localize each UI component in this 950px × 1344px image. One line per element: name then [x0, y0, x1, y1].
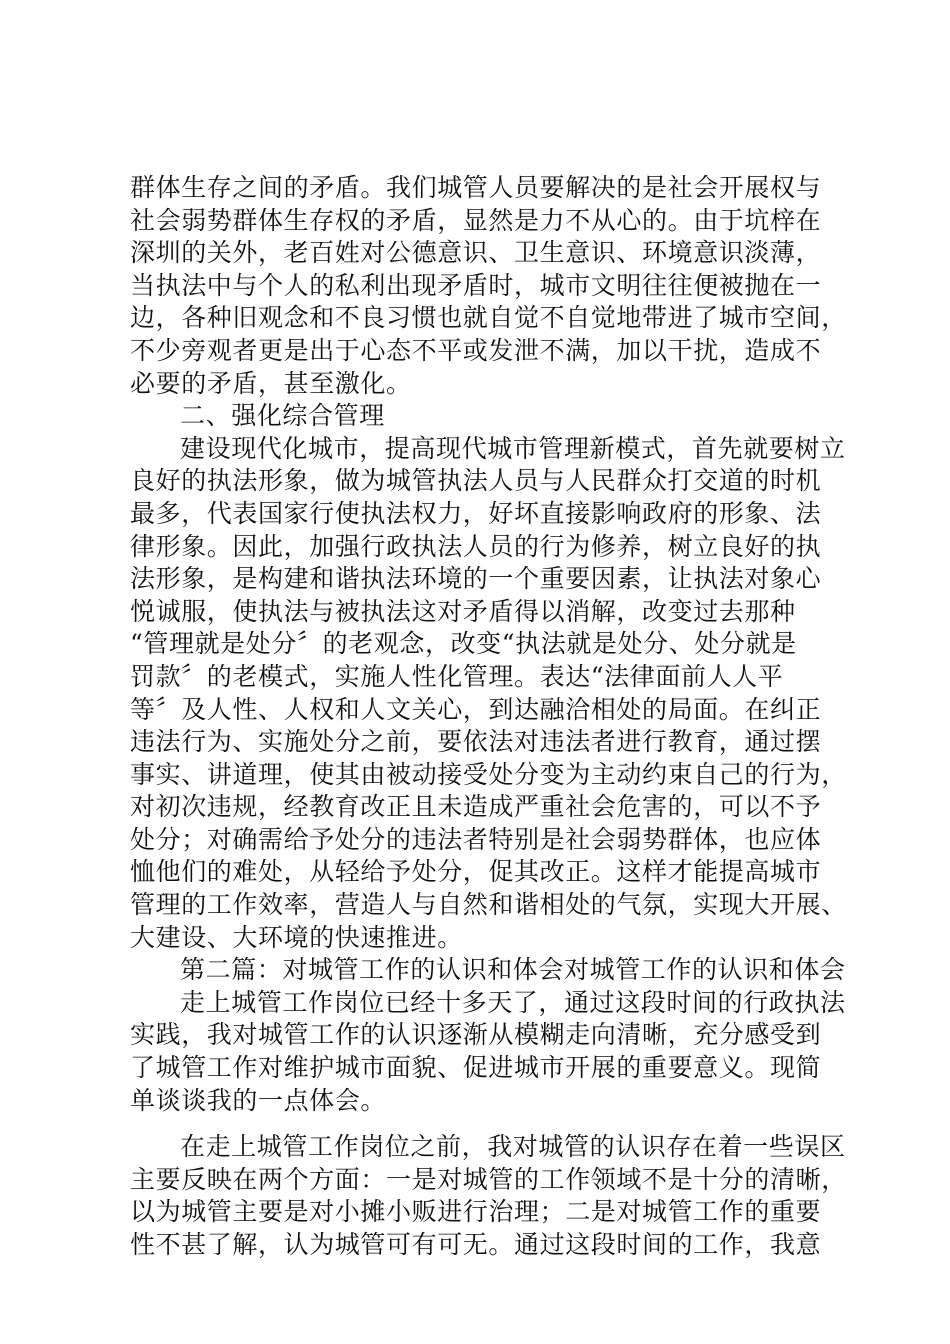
text-line: 实践，我对城管工作的认识逐渐从模糊走向清晰，充分感受到	[130, 1020, 822, 1050]
text-line: 最多，代表国家行使执法权力，好坏直接影响政府的形象、法	[130, 498, 822, 528]
text-line: 单谈谈我的一点体会。	[130, 1085, 387, 1115]
text-line: 群体生存之间的矛盾。我们城管人员要解决的是社会开展权与	[130, 173, 822, 202]
text-line: 在走上城管工作岗位之前，我对城管的认识存在着一些误区	[180, 1132, 846, 1162]
text-line: 等〞及人性、人权和人文关心，到达融洽相处的局面。在纠正	[130, 694, 822, 724]
text-line: 性不甚了解，认为城管可有可无。通过这段时间的工作，我意	[130, 1230, 822, 1259]
text-line: 走上城管工作岗位已经十多天了，通过这段时间的行政执法	[180, 987, 846, 1017]
text-line: 对初次违规，经教育改正且未造成严重社会危害的，可以不予	[130, 792, 822, 822]
text-line: 以为城管主要是对小摊小贩进行治理；二是对城管工作的重要	[130, 1197, 822, 1227]
text-line: 社会弱势群体生存权的矛盾，显然是力不从心的。由于坑梓在	[130, 205, 822, 235]
text-line: 罚款〞的老模式，实施人性化管理。表达“法律面前人人平	[130, 661, 784, 691]
text-line: 违法行为、实施处分之前，要依法对违法者进行教育，通过摆	[130, 727, 822, 757]
text-line: 建设现代化城市，提高现代城市管理新模式，首先就要树立	[180, 433, 846, 463]
text-line: 深圳的关外，老百姓对公德意识、卫生意识、环境意识淡薄，	[130, 238, 822, 268]
text-line: 了城管工作对维护城市面貌、促进城市开展的重要意义。现简	[130, 1053, 822, 1083]
text-line: 主要反映在两个方面：一是对城管的工作领域不是十分的清晰，	[130, 1164, 847, 1194]
text-line: “管理就是处分〞的老观念，改变“执法就是处分、处分就是	[130, 629, 797, 659]
text-line: 不少旁观者更是出于心态不平或发泄不满，加以干扰，造成不	[130, 335, 822, 365]
text-line: 律形象。因此，加强行政执法人员的行为修养，树立良好的执	[130, 531, 822, 561]
document-body	[130, 172, 850, 1262]
text-line: 法形象，是构建和谐执法环境的一个重要因素，让执法对象心	[130, 564, 822, 594]
text-line: 悦诚服，使执法与被执法这对矛盾得以消解，改变过去那种	[130, 596, 796, 626]
chapter-title: 第二篇：对城管工作的认识和体会对城管工作的认识和体会	[180, 955, 846, 985]
text-line: 必要的矛盾，甚至激化。	[130, 368, 412, 398]
text-line: 管理的工作效率，营造人与自然和谐相处的气氛，实现大开展、	[130, 890, 847, 920]
text-line: 边，各种旧观念和不良习惯也就自觉不自觉地带进了城市空间，	[130, 303, 847, 333]
section-heading: 二、强化综合管理	[180, 401, 385, 431]
text-line: 良好的执法形象，做为城管执法人员与人民群众打交道的时机	[130, 466, 822, 496]
text-line: 当执法中与个人的私利出现矛盾时，城市文明往往便被抛在一	[130, 270, 822, 300]
text-line: 事实、讲道理，使其由被动接受处分变为主动约束自己的行为，	[130, 759, 847, 789]
text-line: 恤他们的难处，从轻给予处分，促其改正。这样才能提高城市	[130, 857, 822, 887]
text-line: 处分；对确需给予处分的违法者特别是社会弱势群体，也应体	[130, 824, 822, 854]
text-line: 大建设、大环境的快速推进。	[130, 922, 463, 952]
